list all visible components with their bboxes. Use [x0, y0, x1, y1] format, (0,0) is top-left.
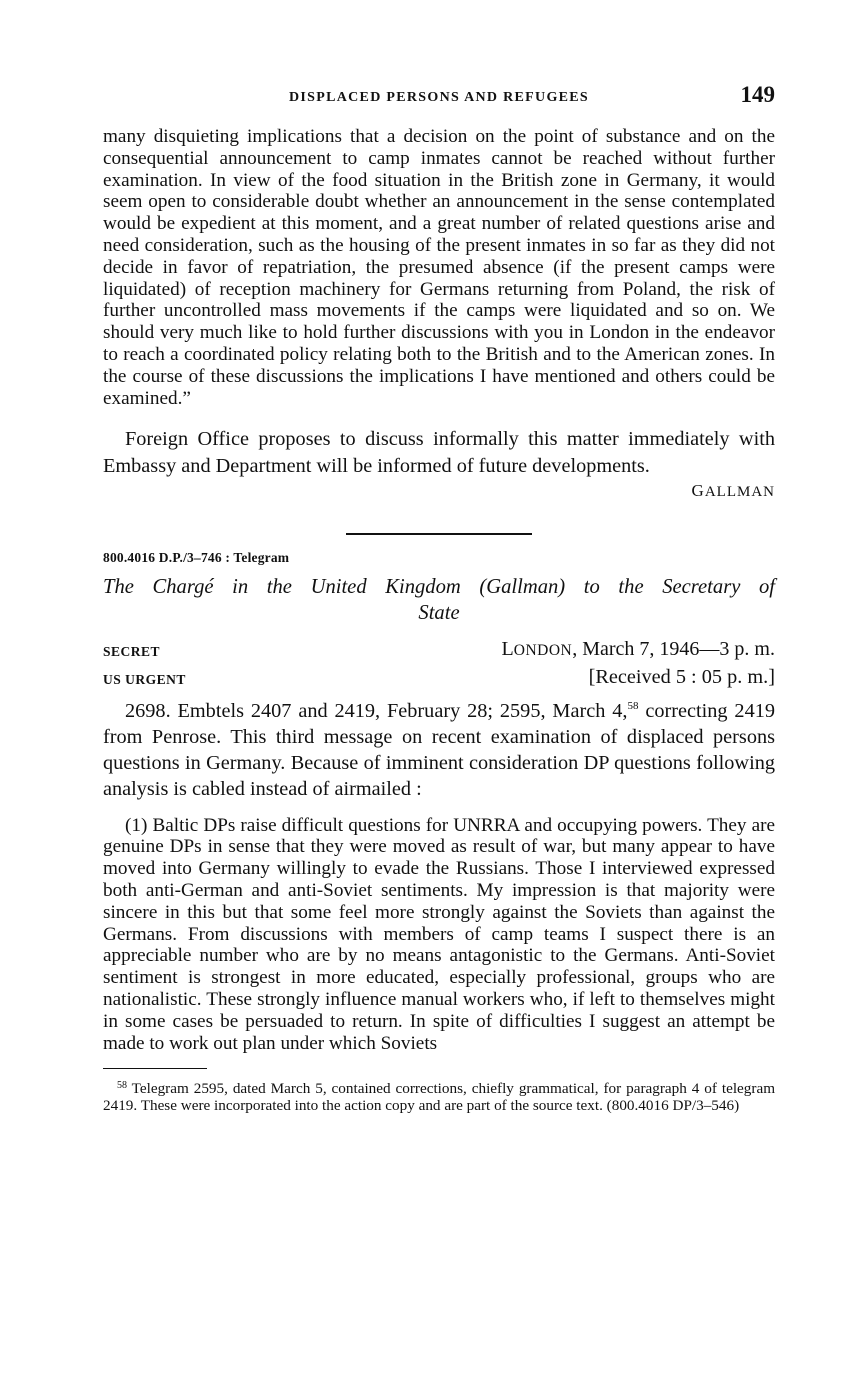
document-heading [103, 574, 775, 626]
quoted-paragraph: many disquieting implications that a decision on the point of substance and on the consequential announcement to camp inmates cannot be reached without further examination. In view of the food situation in the British zone in Germany, it would seem open to considerable doubt whether an announcement in the sense contemplated would be expedient at this moment, and a great number of related questions arise and need consideration, such as the housing of the present inmates in so far as they did not decide in favor of repatriation, the presumed absence (if the present camps were liquidated) of reception machinery for Germans returning from Poland, the risk of further uncontrolled mass movements if the camps were liquidated and so on. We should very much like to hold further discussions with you in London in the endeavor to reach a coordinated policy relating both to the British and to the American zones. In the course of these discussions the implications I have mentioned and others could be examined.” [103, 126, 775, 409]
signature-rest: ALLMAN [704, 483, 775, 500]
heading-line-1: The Chargé in the United Kingdom (Gallman) to the Secretary of [103, 575, 775, 598]
running-title: DISPLACED PERSONS AND REFUGEES [289, 90, 589, 105]
telegram-paragraph [103, 698, 775, 803]
priority-label: US URGENT [103, 671, 186, 687]
footnote [103, 1081, 775, 1114]
place-rest: ONDON [513, 641, 573, 659]
heading-line-2: State [418, 601, 460, 624]
page-number: 149 [740, 82, 775, 107]
telegram-text-start: 2698. Embtels 2407 and 2419, February 28; 2595, March 4, [125, 699, 628, 722]
footnote-reference: 58 [627, 699, 639, 712]
section-divider [346, 533, 532, 535]
document-page [103, 82, 775, 1115]
place-initial: L [501, 637, 514, 660]
telegram-text-end: correcting 2419 from Penrose. This third message on recent examination of displaced persons questions in Germany. Because of imminent consideration DP questions following analysis is cabled instead of airmailed : [103, 699, 775, 801]
body-paragraph: Foreign Office proposes to discuss informally this matter immediately with Embassy and Department will be informed of future developments. [103, 428, 775, 477]
telegram-meta [103, 638, 775, 694]
footnote-divider [103, 1068, 207, 1069]
footnote-mark: 58 [117, 1080, 127, 1092]
date-time: , March 7, 1946—3 p. m. [572, 637, 775, 660]
classification-label: SECRET [103, 643, 161, 659]
running-header [103, 82, 775, 116]
signature [103, 481, 775, 501]
file-reference: 800.4016 D.P./3–746 : Telegram [103, 549, 290, 565]
footnote-text: Telegram 2595, dated March 5, contained corrections, chiefly grammatical, for paragraph 4 of telegram 2419. These were incorporated into the action copy and are part of the source text. (800.4016 DP/3–546) [103, 1080, 776, 1114]
place-date [502, 638, 775, 661]
point-1-paragraph: (1) Baltic DPs raise difficult questions for UNRRA and occupying powers. They are genuine DPs in sense that they were moved as result of war, but many appear to have moved into Germany willingly to evade the Russians. Those I interviewed expressed both anti-German and anti-Soviet sentiments. My impression is that majority were sincere in this but that some feel more strongly against the Soviets than against the Germans. From discussions with members of camp teams I suspect there is an appreciable number who are by no means antagonistic to the Germans. Anti-Soviet sentiment is strongest in more educated, especially professional, groups who are nationalistic. These strongly influence manual workers who, if left to themselves might in some cases be persuaded to return. In spite of difficulties I suggest an attempt be made to work out plan under which Soviets [103, 814, 775, 1054]
signature-initial: G [691, 480, 705, 500]
received-time: [Received 5 : 05 p. m.] [588, 665, 775, 688]
